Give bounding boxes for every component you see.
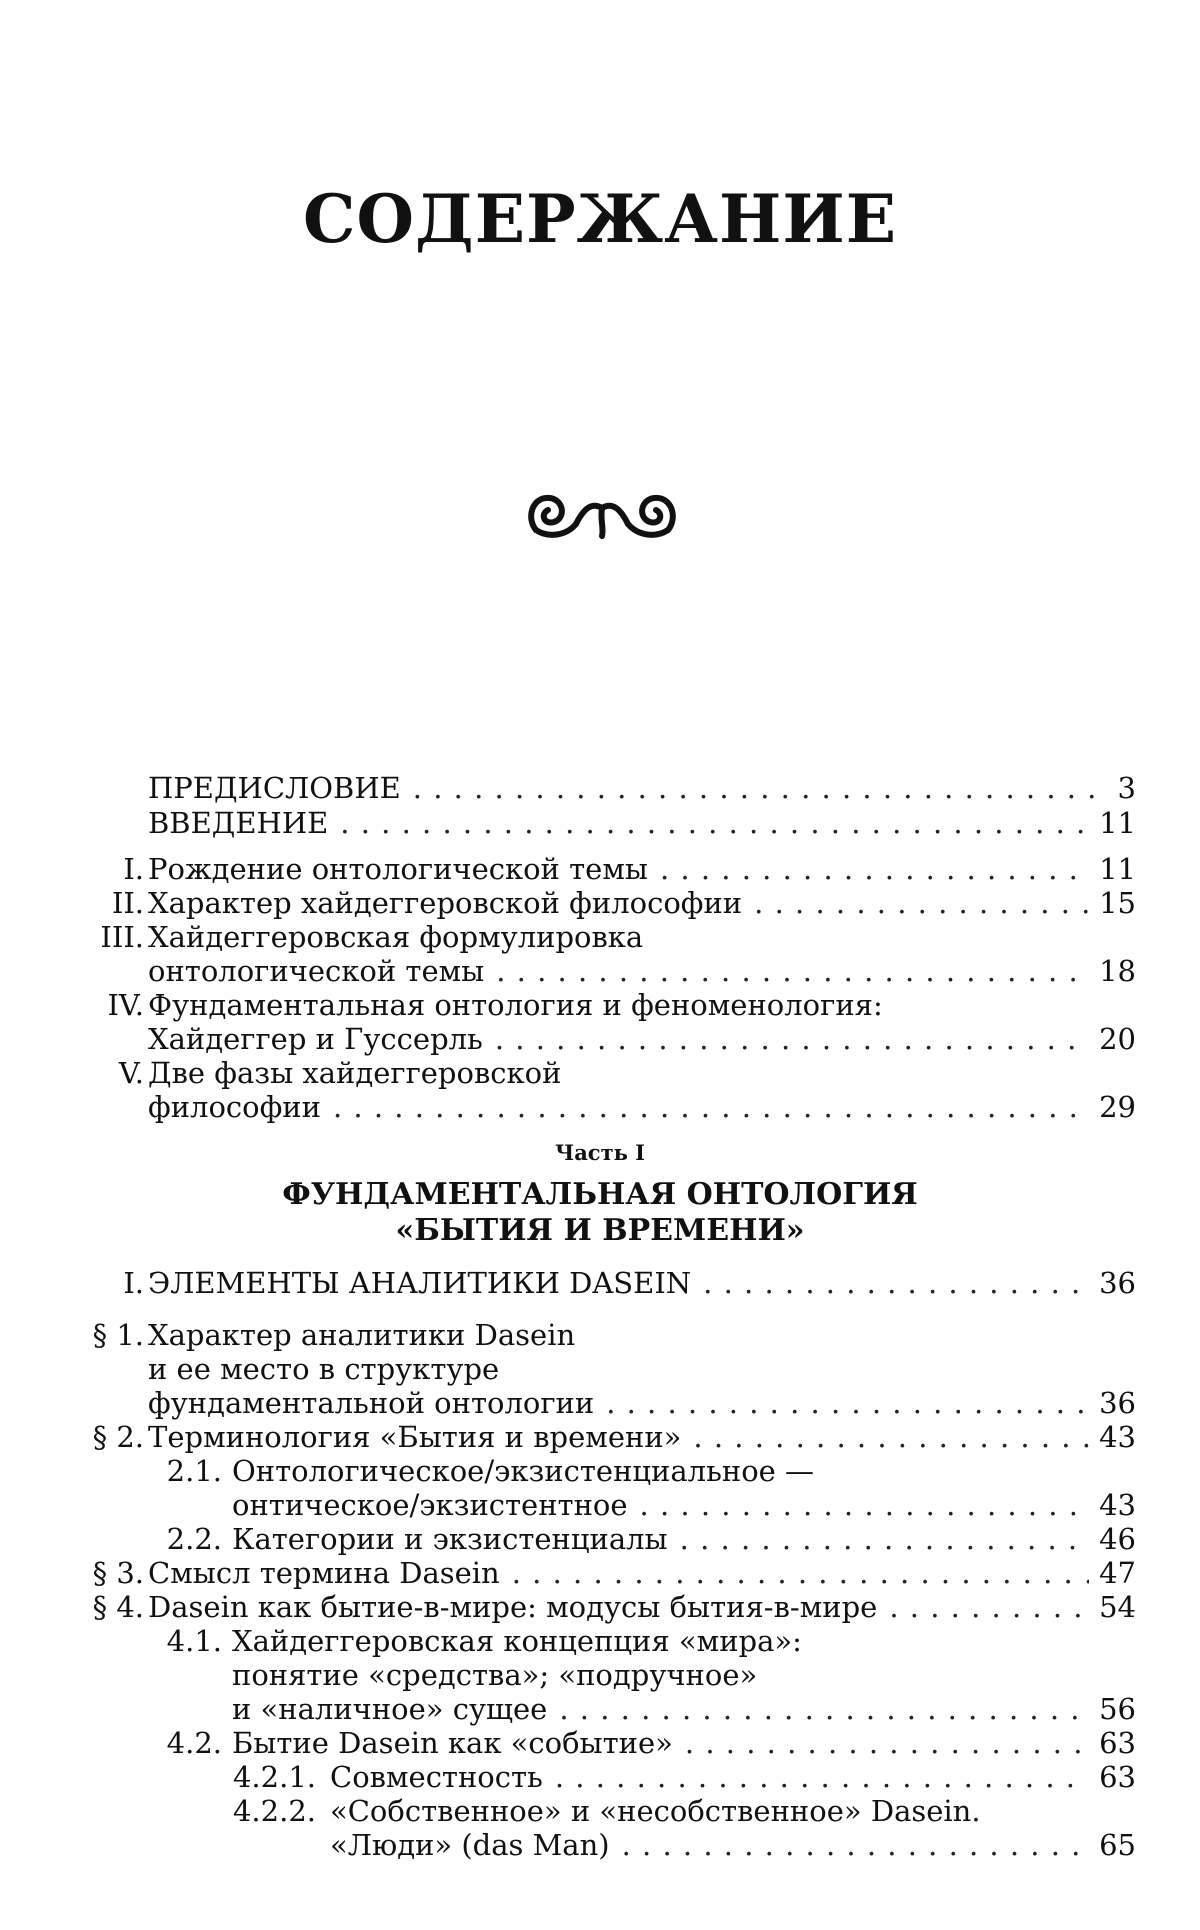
toc-entry-title-line[interactable]: понятие «средства»; «подручное»: [232, 1658, 758, 1692]
leader-dots: [680, 1522, 1089, 1556]
toc-entry-title: Совместность: [330, 1760, 543, 1794]
toc-entry-title: онтологической темы: [148, 954, 485, 988]
toc-entry-number: 4.2.: [166, 1726, 222, 1760]
toc-entry-number: I.: [123, 1266, 144, 1300]
toc-entry-title-line[interactable]: Хайдеггеровская концепция «мира»:: [232, 1624, 802, 1658]
leader-dots: [340, 806, 1089, 840]
part-title-line-2: «БЫТИЯ И ВРЕМЕНИ»: [395, 1213, 805, 1248]
leader-dots: [495, 1022, 1089, 1056]
toc-page-number: 36: [1099, 1386, 1136, 1420]
toc-entry-section-4[interactable]: [148, 1590, 1136, 1624]
toc-entry-intro-2[interactable]: [148, 886, 1136, 920]
toc-entry-title-line[interactable]: Фундаментальная онтология и феноменология:: [148, 988, 883, 1022]
toc-entry-section-4-1[interactable]: [232, 1692, 1136, 1726]
toc-entry-section-3[interactable]: [148, 1556, 1136, 1590]
toc-entry-intro-1[interactable]: [148, 852, 1136, 886]
toc-entry-intro-5[interactable]: [148, 1090, 1136, 1124]
toc-entry-number: 4.2.1.: [232, 1760, 316, 1794]
toc-entry-title: ПРЕДИСЛОВИЕ: [148, 771, 401, 805]
toc-entry-title: Категории и экзистенциалы: [232, 1522, 668, 1556]
toc-entry-title-line[interactable]: Две фазы хайдеггеровской: [148, 1056, 562, 1090]
toc-entry-number: II.: [111, 886, 144, 920]
toc-entry-number: I.: [123, 852, 144, 886]
toc-entry-section-1[interactable]: [148, 1386, 1136, 1420]
leader-dots: [555, 1760, 1089, 1794]
toc-page-number: 20: [1099, 1022, 1136, 1056]
leader-dots: [622, 1828, 1090, 1862]
toc-entry-section-4-2-2[interactable]: [330, 1828, 1136, 1862]
toc-page-number: 29: [1099, 1090, 1136, 1124]
toc-page-number: 47: [1099, 1556, 1136, 1590]
toc-entry-title-line[interactable]: Характер аналитики Dasein: [148, 1318, 576, 1352]
leader-dots: [496, 954, 1089, 988]
toc-entry-number: V.: [118, 1056, 144, 1090]
toc-entry-title-line[interactable]: и ее место в структуре: [148, 1352, 500, 1386]
toc-page-number: 3: [1117, 771, 1136, 805]
toc-page-number: 11: [1099, 806, 1136, 840]
leader-dots: [693, 1420, 1089, 1454]
toc-entry-title: ЭЛЕМЕНТЫ АНАЛИТИКИ DASEIN: [148, 1266, 692, 1300]
toc-entry-number: IV.: [107, 988, 144, 1022]
leader-dots: [559, 1692, 1089, 1726]
toc-page-number: 54: [1099, 1590, 1136, 1624]
toc-entry-title: Dasein как бытие-в-мире: модусы бытия-в-мире: [148, 1590, 878, 1624]
toc-entry-section-4-2-1[interactable]: [330, 1760, 1136, 1794]
toc-entry-number: § 4.: [92, 1590, 144, 1624]
toc-entry-title: Характер хайдеггеровской философии: [148, 886, 743, 920]
toc-page-number: 46: [1099, 1522, 1136, 1556]
toc-page-number: 56: [1099, 1692, 1136, 1726]
toc-entry-section-4-2[interactable]: [232, 1726, 1136, 1760]
toc-entry-number: § 1.: [92, 1318, 144, 1352]
toc-entry-title: Бытие Dasein как «событие»: [232, 1726, 673, 1760]
toc-entry-number: 2.1.: [166, 1454, 222, 1488]
toc-page-number: 43: [1099, 1488, 1136, 1522]
toc-page-number: 36: [1099, 1266, 1136, 1300]
leader-dots: [512, 1556, 1089, 1590]
leader-dots: [754, 886, 1089, 920]
toc-entry-number: § 3.: [92, 1556, 144, 1590]
toc-entry-title: и «наличное» сущее: [232, 1692, 548, 1726]
toc-entry-section-2-2[interactable]: [232, 1522, 1136, 1556]
toc-entry-intro-4[interactable]: [148, 1022, 1136, 1056]
toc-entry-title: философии: [148, 1090, 321, 1124]
toc-entry-preface[interactable]: [148, 771, 1136, 805]
toc-entry-title: ВВЕДЕНИЕ: [148, 806, 329, 840]
leader-dots: [640, 1488, 1090, 1522]
page-title: СОДЕРЖАНИЕ: [302, 180, 897, 258]
leader-dots: [889, 1590, 1089, 1624]
toc-page-number: 11: [1099, 852, 1136, 886]
leader-dots: [703, 1266, 1089, 1300]
toc-page-number: 63: [1099, 1760, 1136, 1794]
part-label: Часть I: [555, 1140, 645, 1165]
toc-entry-section-2-1[interactable]: [232, 1488, 1136, 1522]
toc-entry-title: «Люди» (das Man): [330, 1828, 610, 1862]
leader-dots: [333, 1090, 1089, 1124]
toc-entry-intro-3[interactable]: [148, 954, 1136, 988]
leader-dots: [685, 1726, 1089, 1760]
part-title-line-1: ФУНДАМЕНТАЛЬНАЯ ОНТОЛОГИЯ: [282, 1177, 918, 1212]
toc-entry-title: онтическое/экзистентное: [232, 1488, 628, 1522]
toc-entry-title: Терминология «Бытия и времени»: [148, 1420, 682, 1454]
toc-page-number: 43: [1099, 1420, 1136, 1454]
toc-entry-number: § 2.: [92, 1420, 144, 1454]
toc-page-number: 63: [1099, 1726, 1136, 1760]
toc-entry-title: Рождение онтологической темы: [148, 852, 648, 886]
toc-entry-title: Смысл термина Dasein: [148, 1556, 500, 1590]
toc-page-number: 15: [1099, 886, 1136, 920]
toc-entry-title-line[interactable]: Онтологическое/экзистенциальное —: [232, 1454, 815, 1488]
toc-entry-number: 4.2.2.: [232, 1794, 316, 1828]
toc-entry-chapter-1[interactable]: [148, 1266, 1136, 1300]
toc-page-number: 65: [1099, 1828, 1136, 1862]
toc-entry-number: III.: [100, 920, 144, 954]
leader-dots: [606, 1386, 1089, 1420]
toc-entry-title: Хайдеггер и Гуссерль: [148, 1022, 483, 1056]
toc-entry-number: 2.2.: [166, 1522, 222, 1556]
toc-entry-section-2[interactable]: [148, 1420, 1136, 1454]
floral-ornament-icon: [522, 478, 682, 548]
toc-entry-title: фундаментальной онтологии: [148, 1386, 595, 1420]
leader-dots: [660, 852, 1089, 886]
toc-entry-number: 4.1.: [166, 1624, 222, 1658]
leader-dots: [413, 771, 1108, 805]
toc-entry-title-line[interactable]: «Собственное» и «несобственное» Dasein.: [330, 1794, 981, 1828]
toc-entry-introduction[interactable]: [148, 806, 1136, 840]
toc-page-number: 18: [1099, 954, 1136, 988]
toc-entry-title-line[interactable]: Хайдеггеровская формулировка: [148, 920, 644, 954]
